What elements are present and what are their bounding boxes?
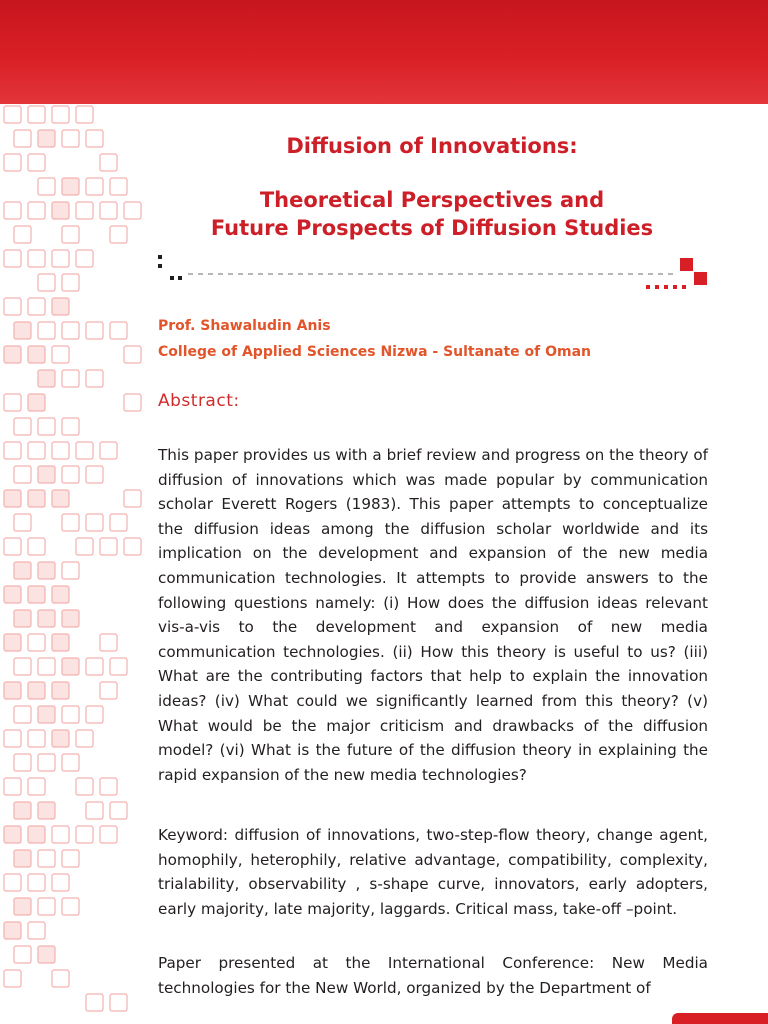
pattern-square	[76, 538, 93, 555]
pattern-square	[86, 514, 103, 531]
pattern-square	[38, 850, 55, 867]
pattern-square	[14, 130, 31, 147]
pattern-square	[4, 538, 21, 555]
pattern-square	[86, 322, 103, 339]
pattern-square	[62, 274, 79, 291]
pattern-square	[38, 418, 55, 435]
pattern-square	[28, 730, 45, 747]
abstract-heading: Abstract:	[158, 391, 240, 411]
conference-note: Paper presented at the International Conference: New Media technologies for the New World, organized by the Department of	[158, 954, 708, 997]
pattern-square	[86, 802, 103, 819]
pattern-square	[76, 106, 93, 123]
pattern-square	[76, 202, 93, 219]
pattern-square	[100, 442, 117, 459]
pattern-square	[86, 178, 103, 195]
pattern-square	[62, 178, 79, 195]
pattern-square	[100, 826, 117, 843]
pattern-square	[62, 610, 79, 627]
pattern-square	[28, 442, 45, 459]
pattern-square	[62, 658, 79, 675]
pattern-square	[110, 514, 127, 531]
pattern-square	[38, 658, 55, 675]
pattern-square	[28, 154, 45, 171]
pattern-square	[62, 130, 79, 147]
pattern-square	[62, 418, 79, 435]
pattern-square	[62, 370, 79, 387]
pattern-square	[28, 250, 45, 267]
pattern-square	[52, 490, 69, 507]
pattern-square	[100, 778, 117, 795]
pattern-square	[38, 706, 55, 723]
pattern-square	[62, 226, 79, 243]
pattern-square	[28, 778, 45, 795]
keywords-paragraph: Keyword: diffusion of innovations, two-step-flow theory, change agent, homophily, heterophily, relative advantage, compatibility, complexity, trialability, observability , s-shape curve, innovators, early adopters, early majority, late majority, laggards. Critical mass, take-off –point.	[158, 826, 708, 918]
pattern-square	[76, 250, 93, 267]
pattern-square	[38, 754, 55, 771]
bottom-red-tab	[672, 1013, 768, 1024]
pattern-square	[124, 394, 141, 411]
pattern-square	[110, 322, 127, 339]
pattern-square	[4, 730, 21, 747]
pattern-square	[38, 610, 55, 627]
pattern-square	[28, 826, 45, 843]
pattern-square	[76, 778, 93, 795]
pattern-square	[4, 634, 21, 651]
subtitle-line-2: Future Prospects of Diffusion Studies	[210, 216, 654, 240]
pattern-square	[28, 634, 45, 651]
pattern-square	[4, 490, 21, 507]
pattern-square	[4, 586, 21, 603]
pattern-square	[14, 898, 31, 915]
pattern-square	[62, 322, 79, 339]
pattern-square	[28, 202, 45, 219]
pattern-square	[28, 106, 45, 123]
pattern-square	[52, 586, 69, 603]
paper-title: Diffusion of Innovations:	[286, 134, 578, 158]
abstract-paragraph: This paper provides us with a brief review and progress on the theory of diffusion of innovations which was made popular by communication scholar Everett Rogers (1983). This paper attempts to conceptualize the diffusion ideas among the diffusion scholar worldwide and its implication on the development and expansion of the new media communication technologies. It attempts to provide answers to the following questions namely: (i) How does the diffusion ideas relevant vis-a-vis to the development and expansion of new media communication technologies. (ii) How this theory is useful to us? (iii) What are the contributing factors that help to explain the innovation ideas? (iv) What could we significantly learned from this theory? (v) What would be the major criticism and drawbacks of the diffusion model? (vi) What is the future of the diffusion theory in explaining the rapid expansion of the new media technologies?	[158, 446, 708, 784]
pattern-square	[110, 178, 127, 195]
pattern-square	[14, 754, 31, 771]
pattern-square	[76, 730, 93, 747]
pattern-square	[14, 658, 31, 675]
pattern-square	[52, 106, 69, 123]
pattern-square	[28, 586, 45, 603]
pattern-square	[52, 442, 69, 459]
pattern-square	[28, 298, 45, 315]
pattern-square	[38, 274, 55, 291]
pattern-square	[52, 682, 69, 699]
pattern-square	[28, 922, 45, 939]
pattern-square	[4, 346, 21, 363]
pattern-square	[86, 466, 103, 483]
pattern-square	[14, 562, 31, 579]
pattern-square	[28, 394, 45, 411]
pattern-square	[38, 946, 55, 963]
pattern-square	[52, 826, 69, 843]
pattern-square	[4, 202, 21, 219]
pattern-square	[38, 178, 55, 195]
pattern-square	[4, 250, 21, 267]
pattern-square	[14, 706, 31, 723]
pattern-square	[14, 226, 31, 243]
pattern-square	[62, 514, 79, 531]
pattern-square	[62, 898, 79, 915]
pattern-square	[4, 394, 21, 411]
pattern-square	[4, 826, 21, 843]
paper-subtitle	[150, 186, 714, 242]
pattern-square	[100, 538, 117, 555]
pattern-square	[124, 346, 141, 363]
pattern-square	[14, 850, 31, 867]
pattern-square	[100, 202, 117, 219]
pattern-square	[52, 970, 69, 987]
pattern-square	[38, 130, 55, 147]
pattern-square	[14, 946, 31, 963]
pattern-square	[52, 346, 69, 363]
pattern-square	[14, 514, 31, 531]
pattern-square	[86, 130, 103, 147]
pattern-square	[52, 202, 69, 219]
pattern-square	[14, 802, 31, 819]
pattern-square	[28, 490, 45, 507]
pattern-square	[76, 826, 93, 843]
pattern-square	[110, 994, 127, 1011]
pattern-square	[28, 874, 45, 891]
title-divider	[156, 250, 716, 292]
pattern-square	[38, 466, 55, 483]
pattern-square	[62, 706, 79, 723]
pattern-square	[4, 442, 21, 459]
pattern-square	[4, 778, 21, 795]
top-banner	[0, 0, 768, 104]
pattern-square	[76, 442, 93, 459]
pattern-square	[124, 490, 141, 507]
pattern-square	[124, 538, 141, 555]
pattern-square	[62, 562, 79, 579]
pattern-square	[110, 658, 127, 675]
pattern-square	[4, 154, 21, 171]
pattern-square	[4, 682, 21, 699]
pattern-square	[38, 322, 55, 339]
pattern-square	[14, 418, 31, 435]
pattern-square	[28, 682, 45, 699]
pattern-square	[4, 874, 21, 891]
decorative-square-pattern	[0, 104, 150, 1024]
pattern-square	[62, 466, 79, 483]
subtitle-line-1: Theoretical Perspectives and	[259, 188, 605, 212]
pattern-square	[86, 994, 103, 1011]
pattern-square	[52, 250, 69, 267]
pattern-square	[14, 466, 31, 483]
pattern-square	[52, 730, 69, 747]
pattern-square	[110, 802, 127, 819]
pattern-square	[100, 634, 117, 651]
pattern-square	[38, 802, 55, 819]
pattern-square	[52, 634, 69, 651]
pattern-square	[4, 106, 21, 123]
pattern-square	[124, 202, 141, 219]
pattern-square	[110, 226, 127, 243]
pattern-square	[14, 322, 31, 339]
pattern-square	[52, 298, 69, 315]
author-affiliation: College of Applied Sciences Nizwa - Sultanate of Oman	[158, 344, 592, 360]
pattern-square	[62, 754, 79, 771]
pattern-square	[14, 610, 31, 627]
author-name: Prof. Shawaludin Anis	[158, 318, 331, 334]
pattern-square	[52, 874, 69, 891]
pattern-square	[62, 850, 79, 867]
pattern-square	[4, 298, 21, 315]
pattern-square	[100, 154, 117, 171]
pattern-square	[38, 898, 55, 915]
pattern-square	[28, 538, 45, 555]
pattern-square	[86, 370, 103, 387]
pattern-square	[4, 970, 21, 987]
pattern-square	[38, 370, 55, 387]
pattern-square	[28, 346, 45, 363]
pattern-square	[86, 658, 103, 675]
pattern-square	[4, 922, 21, 939]
pattern-square	[100, 682, 117, 699]
pattern-square	[38, 562, 55, 579]
pattern-square	[86, 706, 103, 723]
